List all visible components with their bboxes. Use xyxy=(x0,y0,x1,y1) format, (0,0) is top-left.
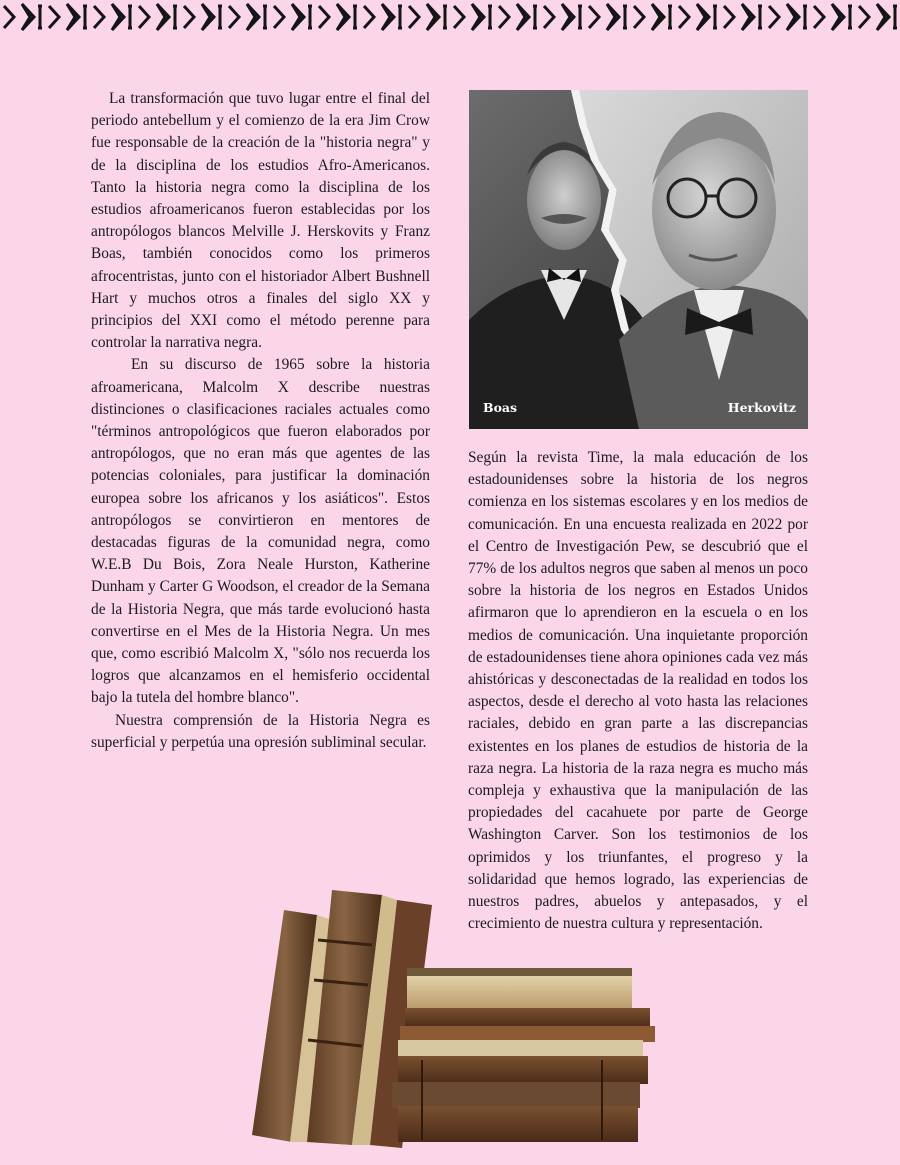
border-bar xyxy=(713,6,717,28)
tribal-border-pattern xyxy=(0,0,900,34)
border-bar xyxy=(308,6,312,28)
border-bar xyxy=(38,6,42,28)
left-paragraph-1: La transformación que tuvo lugar entre el final del periodo antebellum y el comienzo de la era Jim Crow fue responsable de la creación de la "historia negra" y de la disciplina de los estudios Afro-Americanos. Tanto la historia negra como la disciplina de los estudios afroamericanos fueron establecidas por los antropólogos blancos Melville J. Herskovits y Franz Boas, también conocidos como los primeros afrocentristas, junto con el historiador Albert Bushnell Hart y muchos otros a finales del siglo XX y principios del XXI como el método perenne para controlar la narrativa negra. xyxy=(91,90,430,352)
left-paragraph-2: En su discurso de 1965 sobre la historia afroamericana, Malcolm X describe nuestras distinciones o clasificaciones raciales actuales como "términos antropológicos que fueron elaborados por antropólogos, que no eran más que agentes de las potencias coloniales, para justificar la dominación europea sobre los africanos y los asiáticos". Estos antropólogos se convirtieron en mentores de destacadas figuras de la comunidad negra, como W.E.B Du Bois, Zora Neale Hurston, Katherine Dunham y Carter G Woodson, el creador de la Semana de la Historia Negra, que más tarde evolucionó hasta convertirse en el Mes de la Historia Negra. Un mes que, como escribió Malcolm X, "sólo nos recuerda los logros que alcanzamos en el hemisferio occidental bajo la tutela del hombre blanco". xyxy=(91,356,430,707)
border-bar xyxy=(263,6,267,28)
border-bar xyxy=(353,6,357,28)
border-bar xyxy=(623,6,627,28)
border-bar xyxy=(173,6,177,28)
left-text-column xyxy=(91,88,430,754)
border-bar xyxy=(128,6,132,28)
border-bar xyxy=(533,6,537,28)
caption-boas: Boas xyxy=(483,400,518,415)
right-text-column xyxy=(468,447,808,935)
border-bar xyxy=(398,6,402,28)
border-bar xyxy=(83,6,87,28)
border-bar xyxy=(758,6,762,28)
border-bar xyxy=(848,6,852,28)
portrait-photo-boas-herskovits xyxy=(469,90,808,429)
border-bar xyxy=(488,6,492,28)
border-bar xyxy=(218,6,222,28)
right-paragraph: Según la revista Time, la mala educación de los estadounidenses sobre la historia de los negros comienza en los sistemas escolares y en los medios de comunicación. En una encuesta realizada en 2022 por el Centro de Investigación Pew, se descubrió que el 77% de los adultos negros que saben al menos un poco sobre la historia de los negros en Estados Unidos afirmaron que lo aprendieron en la escuela o en los medios de comunicación. Una inquietante proporción de estadounidenses tiene ahora opiniones cada vez más ahistóricas y desconectadas de la realidad en todos los aspectos, desde el derecho al voto hasta las relaciones raciales, debido en gran parte a las discrepancias existentes en los planes de estudios de historia de la raza negra. La historia de la raza negra es mucho más compleja y exhaustiva que la manipulación de las propiedades del cacahuete por parte de George Washington Carver. Son los testimonios de los oprimidos y los triunfantes, el progreso y la solidaridad que hemos logrado, las experiencias de nuestros padres, abuelos y antepasados, y el crecimiento de nuestra cultura y representación. xyxy=(468,449,808,933)
left-paragraph-3: Nuestra comprensión de la Historia Negra es superficial y perpetúa una opresión subliminal secular. xyxy=(91,711,430,751)
border-bar xyxy=(893,6,897,28)
border-bar xyxy=(443,6,447,28)
caption-herkovitz: Herkovitz xyxy=(727,400,796,415)
border-bar xyxy=(803,6,807,28)
border-bar xyxy=(668,6,672,28)
border-bar xyxy=(578,6,582,28)
stack-of-old-books-illustration xyxy=(222,880,667,1150)
